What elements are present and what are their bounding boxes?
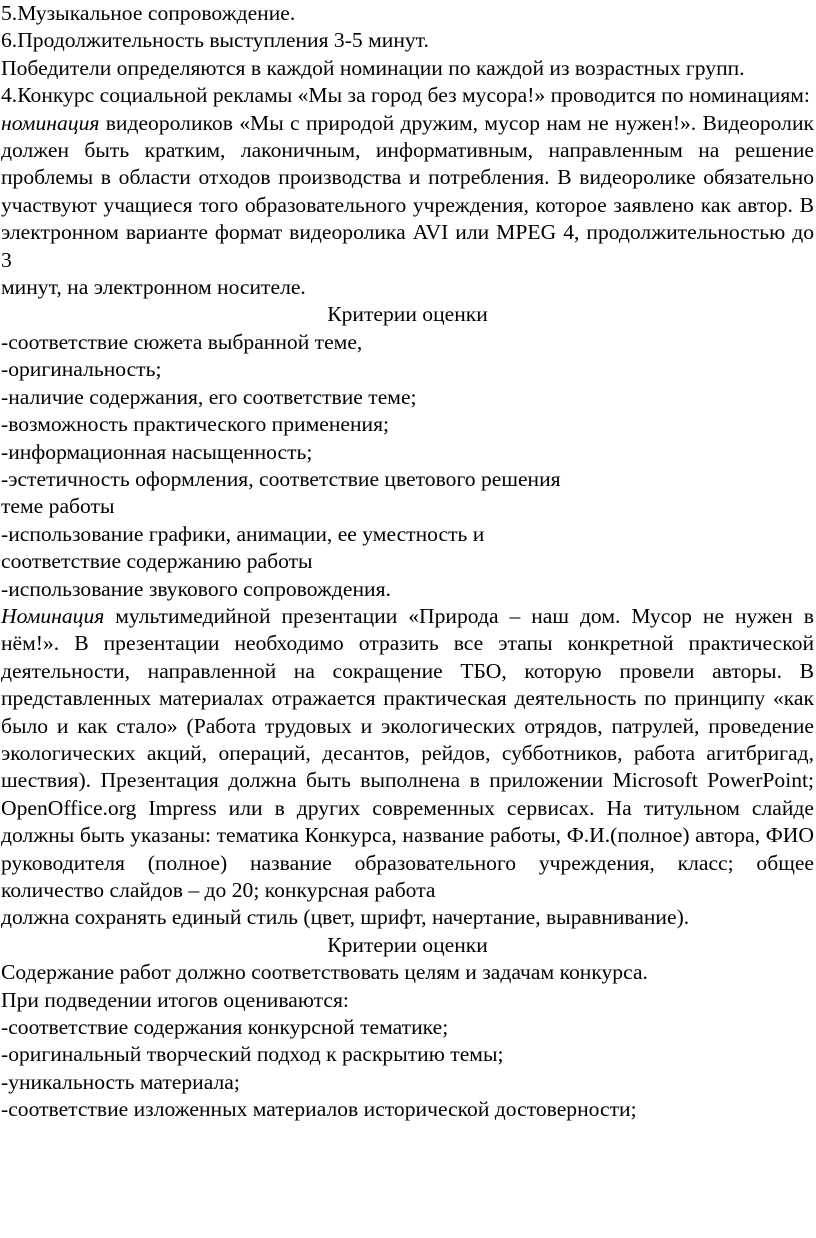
criteria-line: -возможность практического применения; — [1, 412, 390, 437]
criteria-line: -оригинальный творческий подход к раскрытию темы; — [1, 1042, 504, 1067]
winners-paragraph: Победители определяются в каждой номинации по каждой из возрастных групп. — [1, 55, 745, 80]
video-tail: минут, на электронном носителе. — [1, 275, 306, 300]
criteria-line: -оригинальность; — [1, 357, 162, 382]
criteria-heading: Критерии оценки — [327, 932, 488, 957]
video-nomination-paragraph — [1, 110, 814, 302]
criteria-line: -информационная насыщенность; — [1, 439, 313, 464]
criteria-line: -соответствие изложенных материалов исторической достоверности; — [1, 1097, 637, 1122]
criteria-line: -соответствие сюжета выбранной теме, — [1, 329, 363, 354]
criteria-line: -уникальность материала; — [1, 1069, 240, 1094]
item-duration: 6.Продолжительность выступления 3-5 минут. — [1, 28, 429, 53]
presentation-tail: должна сохранять единый стиль (цвет, шрифт, начертание, выравнивание). — [1, 905, 690, 930]
criteria-line: -использование графики, анимации, ее уместность и — [1, 521, 485, 546]
criteria-line: -наличие содержания, его соответствие теме; — [1, 384, 417, 409]
nomination-label: номинация — [1, 110, 100, 135]
presentation-nomination-paragraph — [1, 603, 814, 932]
video-body: видеороликов «Мы с природой дружим, мусор нам не нужен!». Видеоролик должен быть кратким, лаконичным, информативным, направленным на решение проблемы в области отходов производства и потребления. В видеоролике обязательно участвуют учащиеся того образовательного учреждения, которое заявлено как автор. В электронном варианте формат видеоролика AVI или MPEG 4, продолжительностью до 3 — [1, 110, 814, 272]
criteria-heading: Критерии оценки — [327, 302, 488, 327]
nomination-label: Номинация — [1, 603, 105, 628]
criteria-line: -эстетичность оформления, соответствие цветового решения — [1, 466, 561, 491]
criteria-line: теме работы — [1, 494, 115, 519]
criteria-line: При подведении итогов оцениваются: — [1, 987, 349, 1012]
criteria-line: Содержание работ должно соответствовать целям и задачам конкурса. — [1, 960, 648, 985]
presentation-body: мультимедийной презентации «Природа – наш дом. Мусор не нужен в нём!». В презентации необходимо отразить все этапы конкретной практической деятельности, направленной на сокращение ТБО, которую провели авторы. В представленных материалах отражается практическая деятельность по принципу «как было и как стало» (Работа трудовых и экологических отрядов, патрулей, проведение экологических акций, операций, десантов, рейдов, субботников, работа агитбригад, шествия). Презентация должна быть выполнена в приложении Microsoft PowerPoint; OpenOffice.org Impress или в других современных сервисах. На титульном слайде должны быть указаны: тематика Конкурса, название работы, Ф.И.(полное) автора, ФИО руководителя (полное) название образовательного учреждения, класс; общее количество слайдов – до 20; конкурсная работа — [1, 603, 814, 902]
contest-paragraph: 4.Конкурс социальной рекламы «Мы за город без мусора!» проводится по номинациям: — [1, 83, 810, 108]
criteria-line: -использование звукового сопровождения. — [1, 576, 391, 601]
item-music: 5.Музыкальное сопровождение. — [1, 1, 296, 25]
criteria-line: -соответствие содержания конкурсной тематике; — [1, 1015, 449, 1040]
criteria-line: соответствие содержанию работы — [1, 549, 313, 574]
